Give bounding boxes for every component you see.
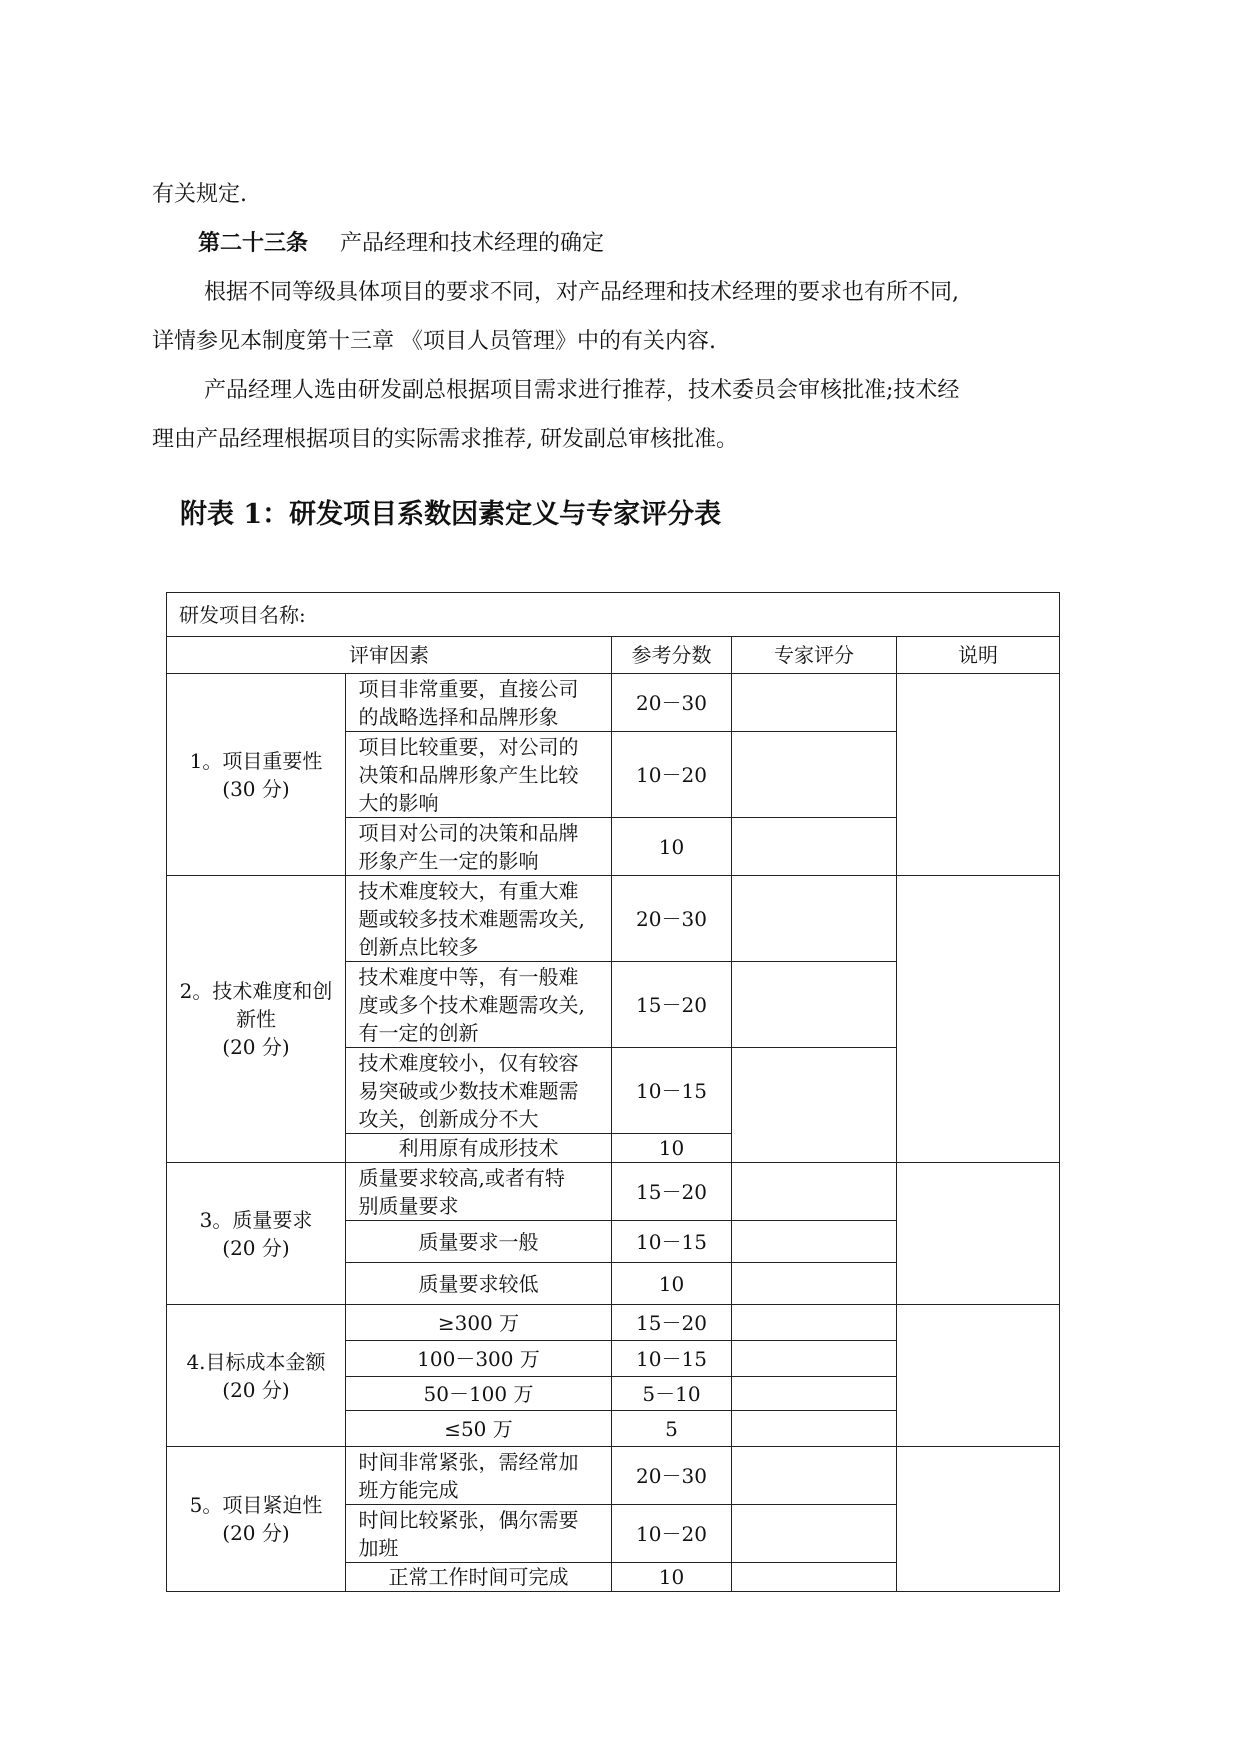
- factor-condition-line: 题或较多技术难题需攻关,: [358, 906, 585, 931]
- factor-condition-cell: [346, 1134, 612, 1163]
- factor-name-line: (30 分): [222, 776, 290, 801]
- paragraph-line: 根据不同等级具体项目的要求不同，对产品经理和技术经理的要求也有所不同,: [204, 280, 959, 305]
- reference-score-cell: 20－30: [612, 674, 732, 732]
- factor-condition-line: 正常工作时间可完成: [388, 1565, 569, 1589]
- header-factor: 评审因素: [167, 637, 612, 674]
- factor-name-line: (20 分): [222, 1235, 290, 1260]
- expert-score-input-cell[interactable]: [732, 1341, 897, 1377]
- expert-score-input-cell[interactable]: [732, 1377, 897, 1411]
- factor-condition-line: 攻关，创新成分不大: [358, 1106, 539, 1131]
- project-name-label: 研发项目名称:: [167, 593, 1060, 637]
- factor-condition-cell: [346, 1505, 612, 1563]
- reference-score-cell: 10: [612, 818, 732, 876]
- reference-score-cell: 20－30: [612, 876, 732, 962]
- expert-score-input-cell[interactable]: [732, 1305, 897, 1341]
- factor-condition-line: 决策和品牌形象产生比较: [358, 762, 579, 787]
- factor-name-cell: [167, 1447, 346, 1592]
- factor-condition-line: ≤50 万: [444, 1416, 513, 1441]
- reference-score-cell: 15－20: [612, 1163, 732, 1221]
- factor-condition-line: 创新点比较多: [358, 934, 479, 959]
- expert-score-input-cell[interactable]: [732, 1263, 897, 1305]
- table-row: [167, 1163, 1060, 1221]
- factor-condition-line: 有一定的创新: [358, 1020, 479, 1045]
- factor-name-line: (20 分): [222, 1377, 290, 1402]
- factor-condition-line: 形象产生一定的影响: [358, 848, 539, 873]
- factor-condition-cell: [346, 1447, 612, 1505]
- reference-score-cell: 10: [612, 1563, 732, 1592]
- expert-scoring-table: [166, 592, 1060, 1592]
- factor-condition-line: 100－300 万: [417, 1346, 540, 1371]
- factor-name-cell: [167, 1163, 346, 1305]
- factor-condition-cell: [346, 1263, 612, 1305]
- table-row: [167, 674, 1060, 732]
- factor-condition-line: 加班: [358, 1535, 399, 1560]
- appendix-title: 附表 1：研发项目系数因素定义与专家评分表: [180, 499, 722, 530]
- reference-score-cell: 10: [612, 1134, 732, 1163]
- expert-score-input-cell[interactable]: [732, 1221, 897, 1263]
- reference-score-cell: 10－15: [612, 1048, 732, 1134]
- reference-score-cell: 10－20: [612, 732, 732, 818]
- factor-name-line: 4.目标成本金额: [186, 1349, 326, 1374]
- factor-condition-cell: [346, 1221, 612, 1263]
- factor-condition-line: 时间比较紧张，偶尔需要: [358, 1507, 579, 1532]
- reference-score-cell: 20－30: [612, 1447, 732, 1505]
- factor-condition-line: 易突破或少数技术难题需: [358, 1078, 579, 1103]
- table-row: [167, 1305, 1060, 1341]
- article-title: 产品经理和技术经理的确定: [340, 231, 605, 256]
- factor-condition-line: 别质量要求: [358, 1193, 459, 1218]
- factor-condition-cell: [346, 818, 612, 876]
- reference-score-cell: 10－20: [612, 1505, 732, 1563]
- project-name-row: [167, 593, 1060, 637]
- expert-score-input-cell[interactable]: [732, 732, 897, 818]
- factor-condition-line: 度或多个技术难题需攻关,: [358, 992, 585, 1017]
- factor-condition-line: 质量要求较高,或者有特: [358, 1165, 565, 1190]
- factor-condition-line: 50－100 万: [423, 1381, 534, 1406]
- reference-score-cell: 15－20: [612, 1305, 732, 1341]
- article-23-heading: [198, 219, 1118, 268]
- factor-condition-line: 质量要求一般: [418, 1229, 539, 1254]
- paragraph-line: 产品经理人选由研发副总根据项目需求进行推荐，技术委员会审核批准;技术经: [204, 378, 960, 403]
- factor-condition-cell: [346, 732, 612, 818]
- factor-name-line: 1。项目重要性: [189, 748, 323, 773]
- factor-condition-line: 大的影响: [358, 790, 439, 815]
- reference-score-cell: 10: [612, 1263, 732, 1305]
- header-note: 说明: [897, 637, 1060, 674]
- factor-condition-cell: [346, 1563, 612, 1592]
- expert-score-input-cell[interactable]: [732, 1563, 897, 1592]
- paragraph-line: 理由产品经理根据项目的实际需求推荐, 研发副总审核批准。: [152, 427, 738, 452]
- expert-score-input-cell[interactable]: [732, 818, 897, 876]
- factor-name-line: (20 分): [222, 1521, 290, 1545]
- paragraph-line: 详情参见本制度第十三章 《项目人员管理》中的有关内容.: [152, 329, 716, 354]
- factor-condition-line: 技术难度较小，仅有较容: [358, 1050, 579, 1075]
- reference-score-cell: 10－15: [612, 1221, 732, 1263]
- factor-condition-line: 的战略选择和品牌形象: [358, 704, 559, 729]
- factor-condition-line: 技术难度较大，有重大难: [358, 878, 579, 903]
- reference-score-cell: 10－15: [612, 1341, 732, 1377]
- article-number: 第二十三条: [198, 230, 309, 256]
- header-row: [167, 637, 1060, 674]
- expert-score-input-cell[interactable]: [732, 1048, 897, 1163]
- table-row: [167, 876, 1060, 962]
- factor-condition-cell: [346, 674, 612, 732]
- factor-condition-line: 时间非常紧张，需经常加: [358, 1449, 579, 1474]
- factor-name-line: 5。项目紧迫性: [189, 1493, 323, 1517]
- expert-score-input-cell[interactable]: [732, 876, 897, 962]
- factor-name-line: 3。质量要求: [199, 1207, 313, 1232]
- note-cell[interactable]: [897, 876, 1060, 1163]
- reference-score-cell: 5: [612, 1411, 732, 1447]
- factor-condition-line: 利用原有成形技术: [398, 1136, 559, 1160]
- factor-condition-cell: [346, 1377, 612, 1411]
- header-expert-score: 专家评分: [732, 637, 897, 674]
- factor-condition-cell: [346, 1048, 612, 1134]
- factor-condition-line: ≥300 万: [437, 1310, 520, 1335]
- factor-condition-line: 技术难度中等，有一般难: [358, 964, 579, 989]
- note-cell[interactable]: [897, 1305, 1060, 1447]
- header-reference-score: 参考分数: [612, 637, 732, 674]
- expert-score-input-cell[interactable]: [732, 1505, 897, 1563]
- expert-score-input-cell[interactable]: [732, 962, 897, 1048]
- factor-condition-cell: [346, 876, 612, 962]
- reference-score-cell: 5－10: [612, 1377, 732, 1411]
- expert-score-input-cell[interactable]: [732, 1447, 897, 1505]
- note-cell[interactable]: [897, 1163, 1060, 1305]
- table-row: [167, 1447, 1060, 1505]
- factor-name-cell: [167, 674, 346, 876]
- note-cell[interactable]: [897, 674, 1060, 876]
- expert-score-input-cell[interactable]: [732, 1411, 897, 1447]
- factor-condition-line: 质量要求较低: [418, 1271, 539, 1296]
- factor-condition-line: 项目比较重要，对公司的: [358, 734, 579, 759]
- factor-condition-cell: [346, 1305, 612, 1341]
- factor-name-cell: [167, 1305, 346, 1447]
- factor-condition-cell: [346, 1411, 612, 1447]
- paragraph-continuation: 有关规定.: [152, 182, 247, 207]
- factor-condition-line: 项目对公司的决策和品牌: [358, 820, 579, 845]
- reference-score-cell: 15－20: [612, 962, 732, 1048]
- factor-condition-line: 项目非常重要，直接公司: [358, 676, 579, 701]
- factor-name-cell: [167, 876, 346, 1163]
- expert-score-input-cell[interactable]: [732, 674, 897, 732]
- factor-name-line: (20 分): [222, 1035, 290, 1059]
- factor-condition-cell: [346, 1163, 612, 1221]
- factor-condition-cell: [346, 962, 612, 1048]
- expert-score-input-cell[interactable]: [732, 1163, 897, 1221]
- factor-condition-line: 班方能完成: [358, 1477, 459, 1502]
- factor-name-line: 2。技术难度和创: [179, 979, 333, 1003]
- note-cell[interactable]: [897, 1447, 1060, 1592]
- factor-condition-cell: [346, 1341, 612, 1377]
- factor-name-line: 新性: [236, 1007, 276, 1031]
